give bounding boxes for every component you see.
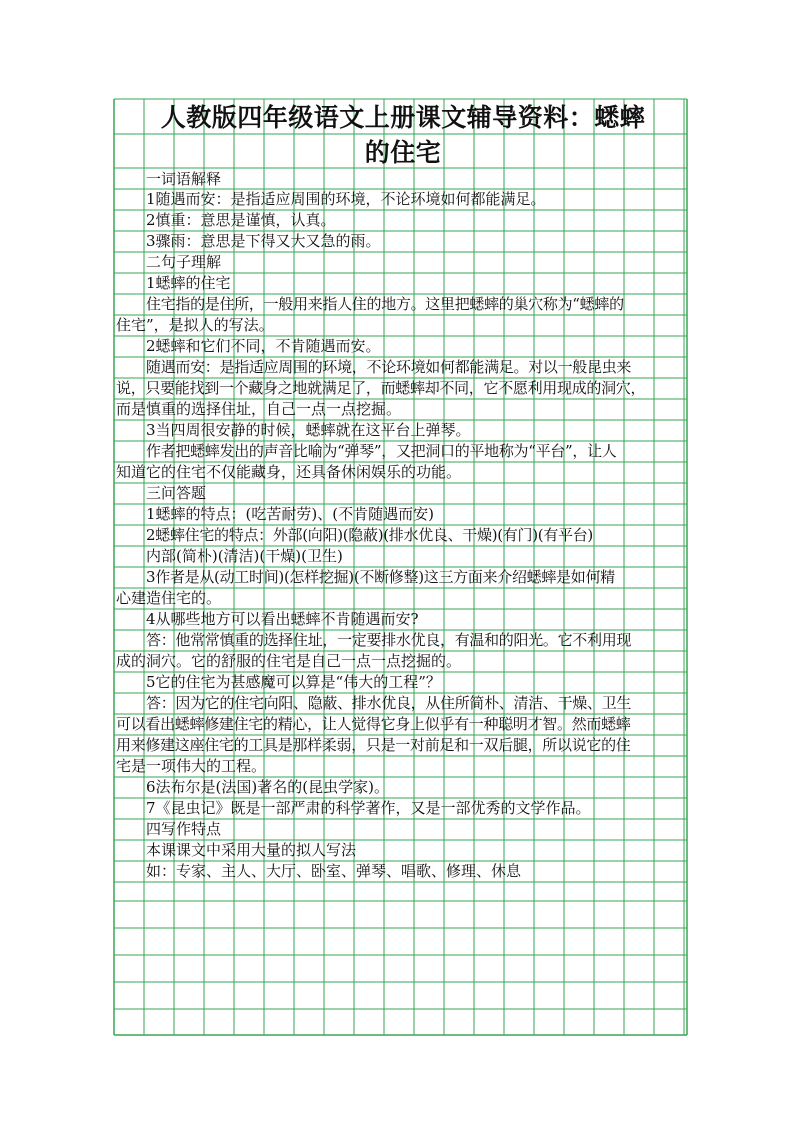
qa-a5-line2: 可以看出蟋蟀修建住宅的精心，让人觉得它身上似乎有一种聪明才智。然而蟋蟀 bbox=[116, 715, 631, 733]
qa-a5-line3: 用来修建这座住宅的工具是那样柔弱，只是一对前足和一双后腿，所以说它的住 bbox=[116, 736, 631, 754]
qa-q3-line2: 心建造住宅的。 bbox=[116, 589, 222, 607]
sentences-heading: 二句子理解 bbox=[146, 253, 222, 271]
sentence-2-title: 2蟋蟀和它们不同，不肯随遇而安。 bbox=[146, 337, 381, 355]
sentence-2-text-line2: 说，只要能找到一个藏身之地就满足了，而蟋蟀却不同，它不愿利用现成的洞穴， bbox=[116, 379, 646, 397]
qa-a5-line4: 宅是一项伟大的工程。 bbox=[116, 757, 267, 775]
qa-q2-line1: 2蟋蟀住宅的特点：外部(向阳)(隐蔽)(排水优良、干燥)(有门)(有平台) bbox=[146, 526, 593, 544]
vocab-item-1: 1随遇而安：是指适应周围的环境，不论环境如何都能满足。 bbox=[146, 190, 546, 208]
vocab-item-2: 2慎重：意思是谨慎，认真。 bbox=[146, 211, 336, 229]
sentence-3-title: 3当四周很安静的时候，蟋蟀就在这平台上弹琴。 bbox=[146, 421, 471, 439]
sentence-1-text-line2: 住宅”，是拟人的写法。 bbox=[116, 316, 274, 334]
vocab-item-3: 3骤雨：意思是下得又大又急的雨。 bbox=[146, 232, 381, 250]
qa-heading: 三问答题 bbox=[146, 484, 207, 502]
sentence-2-text-line1: 随遇而安：是指适应周围的环境，不论环境如何都能满足。对以一般昆虫来 bbox=[146, 358, 632, 376]
sentence-3-text-line2: 知道它的住宅不仅能藏身，还具备休闲娱乐的功能。 bbox=[116, 463, 462, 481]
vocab-heading: 一词语解释 bbox=[146, 170, 222, 188]
qa-a4-line2: 成的洞穴。它的舒服的住宅是自己一点一点挖掘的。 bbox=[116, 652, 462, 670]
qa-q5: 5它的住宅为甚感魔可以算是“伟大的工程”？ bbox=[146, 673, 441, 691]
sentence-3-text-line1: 作者把蟋蟀发出的声音比喻为“弹琴”，又把洞口的平地称为“平台”，让人 bbox=[146, 442, 617, 460]
qa-q6: 6法布尔是(法国)著名的(昆虫学家)。 bbox=[146, 778, 389, 796]
qa-q2-line2: 内部(简朴)(清洁)(干燥)(卫生) bbox=[146, 547, 343, 565]
qa-a4-line1: 答：他常常慎重的选择住址，一定要排水优良，有温和的阳光。它不利用现 bbox=[146, 631, 632, 649]
writing-line1: 本课课文中采用大量的拟人写法 bbox=[146, 841, 357, 859]
qa-q3-line1: 3作者是从(动工时间)(怎样挖掘)(不断修整)这三方面来介绍蟋蟀是如何精 bbox=[146, 568, 615, 586]
qa-q4: 4从哪些地方可以看出蟋蟀不肯随遇而安? bbox=[146, 610, 419, 628]
writing-heading: 四写作特点 bbox=[146, 820, 222, 838]
writing-line2: 如：专家、主人、大厅、卧室、弹琴、唱歌、修理、休息 bbox=[146, 862, 522, 880]
sentence-2-text-line3: 而是慎重的选择住址，自己一点一点挖掘。 bbox=[116, 400, 402, 418]
sentence-1-title: 1蟋蟀的住宅 bbox=[146, 274, 231, 292]
qa-a5-line1: 答：因为它的住宅向阳、隐蔽、排水优良，从住所简朴、清洁、干燥、卫生 bbox=[146, 694, 632, 712]
sentence-1-text-line1: 住宅指的是住所，一般用来指人住的地方。这里把蟋蟀的巢穴称为“蟋蟀的 bbox=[146, 295, 624, 313]
document-title-line1: 人教版四年级语文上册课文辅导资料：蟋蟀 bbox=[160, 103, 646, 132]
document-title-line2: 的住宅 bbox=[364, 138, 442, 167]
qa-q7: 7《昆虫记》既是一部严肃的科学著作，又是一部优秀的文学作品。 bbox=[146, 799, 591, 817]
qa-q1: 1蟋蟀的特点：(吃苦耐劳)、(不肯随遇而安) bbox=[146, 505, 434, 523]
